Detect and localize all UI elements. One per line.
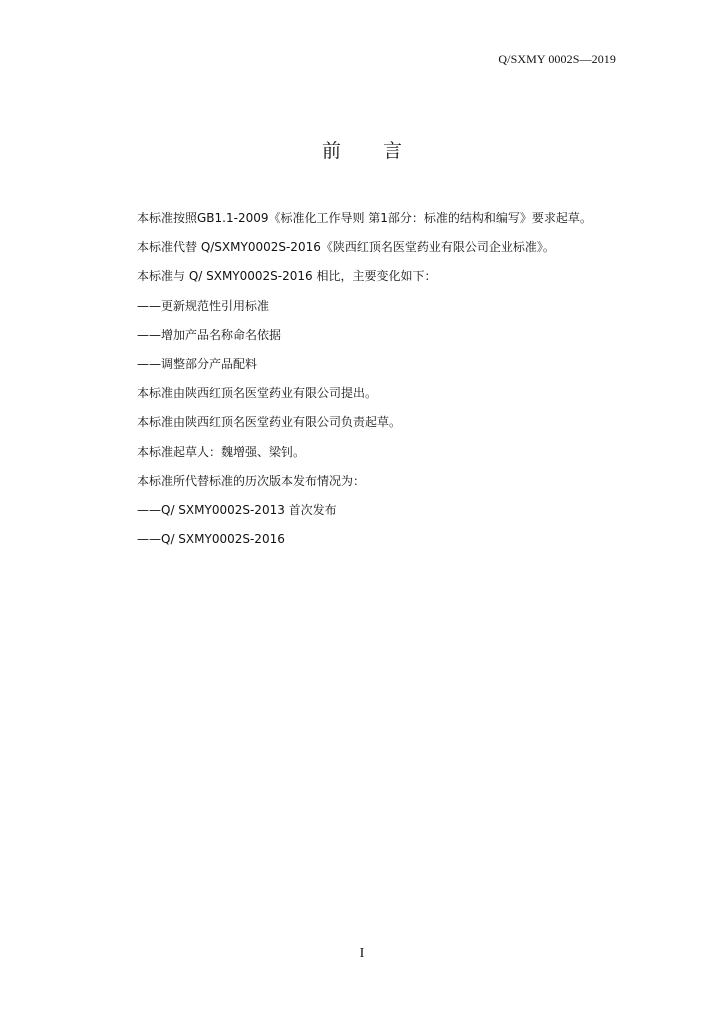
foreword-body (137, 204, 627, 554)
paragraph-replaces: 本标准代替 Q/SXMY0002S-2016《陕西红顶名医堂药业有限公司企业标准》。 (137, 240, 555, 255)
page-number: I (359, 946, 365, 961)
change-item: ——调整部分产品配料 (137, 356, 258, 371)
paragraph-changes-intro: 本标准与 Q/ SXMY0002S-2016 相比，主要变化如下： (137, 269, 437, 284)
version-history-item: ——Q/ SXMY0002S-2016 (137, 532, 285, 547)
paragraph-version-history-intro: 本标准所代替标准的历次版本发布情况为： (137, 473, 366, 488)
paragraph-drafters: 本标准起草人：魏增强、梁钊。 (137, 444, 306, 459)
title-char-2: 言 (383, 140, 403, 162)
page-title (0, 136, 724, 163)
paragraph-drafted-by: 本标准由陕西红顶名医堂药业有限公司负责起草。 (137, 415, 402, 430)
paragraph-proposed-by: 本标准由陕西红顶名医堂药业有限公司提出。 (137, 386, 378, 401)
paragraph-drafting-basis: 本标准按照GB1.1-2009《标准化工作导则 第1部分：标准的结构和编写》要求起草。 (137, 211, 592, 225)
standard-code-header: Q/SXMY 0002S—2019 (498, 52, 616, 66)
change-item: ——增加产品名称命名依据 (137, 327, 282, 342)
title-char-1: 前 (321, 140, 341, 162)
version-history-item: ——Q/ SXMY0002S-2013 首次发布 (137, 502, 337, 517)
change-item: ——更新规范性引用标准 (137, 298, 270, 313)
